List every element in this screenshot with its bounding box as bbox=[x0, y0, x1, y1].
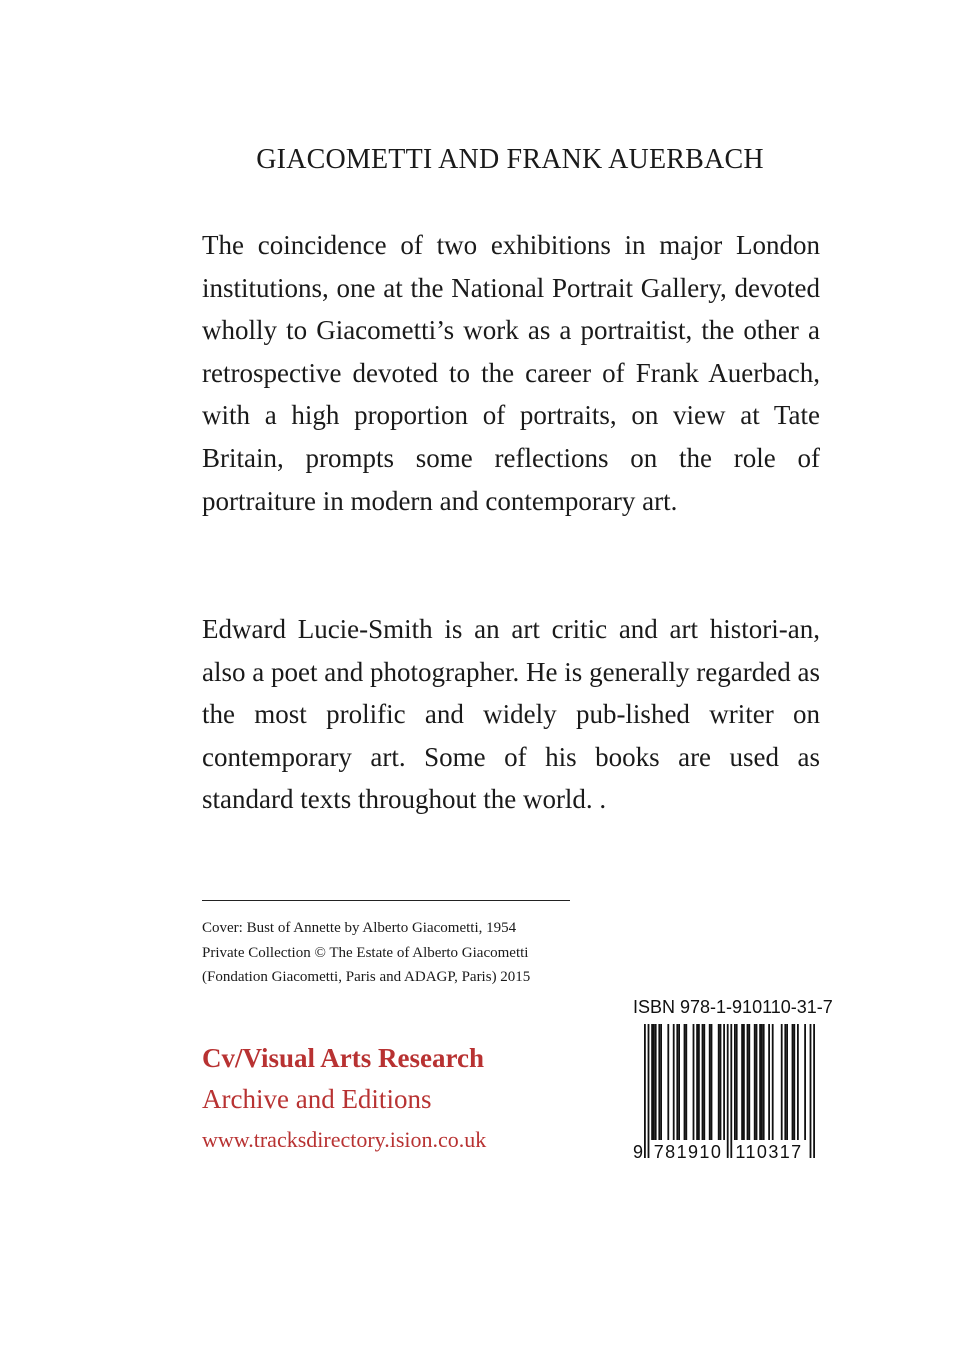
cover-credits bbox=[202, 916, 530, 990]
barcode-bar bbox=[793, 1024, 795, 1140]
barcode-bar bbox=[797, 1024, 799, 1140]
publisher-url: www.tracksdirectory.ision.co.uk bbox=[202, 1127, 487, 1152]
credit-line: (Fondation Giacometti, Paris and ADAGP, Paris) 2015 bbox=[202, 969, 531, 985]
description-paragraph: The coincidence of two exhibitions in major London institutions, one at the National Portrait Gallery, devoted wholly to Giacometti’s work as a portraitist, the other a retrospective devoted to the career of Frank Auerbach, with a high proportion of portraits, on view at Tate Britain, prompts some reflections on the role of portraiture in modern and contemporary art. bbox=[202, 230, 820, 516]
barcode-bar bbox=[644, 1024, 646, 1158]
publisher-subtitle: Archive and Editions bbox=[202, 1084, 432, 1114]
barcode-bar bbox=[651, 1024, 653, 1140]
barcode-bar bbox=[759, 1024, 761, 1140]
barcode-bar bbox=[684, 1024, 686, 1140]
publisher-name: Cv/Visual Arts Research bbox=[202, 1043, 484, 1073]
barcode-bar bbox=[813, 1024, 815, 1158]
barcode-bar bbox=[723, 1024, 725, 1140]
barcode-bar bbox=[693, 1024, 695, 1140]
author-bio-paragraph: Edward Lucie-Smith is an art critic and art histori-an, also a poet and photographer. He is generally regarded as the most prolific and widely pub-lished writer on contemporary art. Some of his books are used as standard texts throughout the world. . bbox=[202, 614, 820, 815]
barcode-bar bbox=[743, 1024, 745, 1140]
barcode-bar bbox=[658, 1024, 660, 1140]
barcode-bar bbox=[648, 1024, 650, 1158]
isbn-label: ISBN 978-1-910110-31-7 bbox=[633, 997, 833, 1017]
barcode-bar bbox=[655, 1024, 657, 1140]
barcode-bar bbox=[702, 1024, 704, 1140]
barcode-bar bbox=[673, 1024, 675, 1140]
barcode-bar bbox=[720, 1024, 722, 1140]
barcode-bar bbox=[804, 1024, 806, 1140]
barcode-bar bbox=[709, 1024, 711, 1140]
barcode-bar bbox=[756, 1024, 758, 1140]
divider-line bbox=[202, 900, 570, 901]
barcode-bar bbox=[761, 1024, 763, 1140]
barcode-left-digits: 781910 bbox=[653, 1142, 723, 1160]
barcode-bar bbox=[676, 1024, 678, 1140]
barcode-bar bbox=[786, 1024, 788, 1140]
barcode-bar bbox=[781, 1024, 783, 1140]
barcode-bar bbox=[748, 1024, 750, 1140]
barcode-bar bbox=[747, 1024, 749, 1140]
publisher-block bbox=[202, 1038, 486, 1160]
barcode-bar bbox=[754, 1024, 756, 1140]
barcode-bar bbox=[711, 1024, 713, 1140]
barcode-bar bbox=[696, 1024, 698, 1140]
credit-line: Cover: Bust of Annette by Alberto Giacometti, 1954 bbox=[202, 920, 517, 936]
barcode-bar bbox=[810, 1024, 812, 1158]
barcode-bar bbox=[667, 1024, 669, 1140]
barcode-bar bbox=[768, 1024, 770, 1140]
barcode-bars bbox=[644, 1024, 815, 1158]
barcode-right-digits: 110317 bbox=[735, 1142, 803, 1160]
barcode-bar bbox=[653, 1024, 655, 1140]
barcode-bar bbox=[736, 1024, 738, 1140]
barcode-bar bbox=[718, 1024, 720, 1140]
barcode-bar bbox=[703, 1024, 705, 1140]
barcode-bar bbox=[784, 1024, 786, 1140]
barcode-bar bbox=[730, 1024, 732, 1158]
barcode-bar bbox=[741, 1024, 743, 1140]
barcode-bar bbox=[698, 1024, 700, 1140]
barcode-bar bbox=[660, 1024, 662, 1140]
barcode-bar bbox=[727, 1024, 729, 1158]
barcode-bar bbox=[772, 1024, 774, 1140]
barcode-first-digit: 9 bbox=[633, 1142, 644, 1160]
barcode-bar bbox=[792, 1024, 794, 1140]
barcode-bar bbox=[685, 1024, 687, 1140]
barcode-bar bbox=[678, 1024, 680, 1140]
barcode bbox=[630, 1020, 820, 1160]
barcode-bar bbox=[763, 1024, 765, 1140]
credit-line: Private Collection © The Estate of Alberto Giacometti bbox=[202, 944, 529, 961]
book-title: GIACOMETTI AND FRANK AUERBACH bbox=[256, 144, 764, 175]
barcode-bar bbox=[734, 1024, 736, 1140]
